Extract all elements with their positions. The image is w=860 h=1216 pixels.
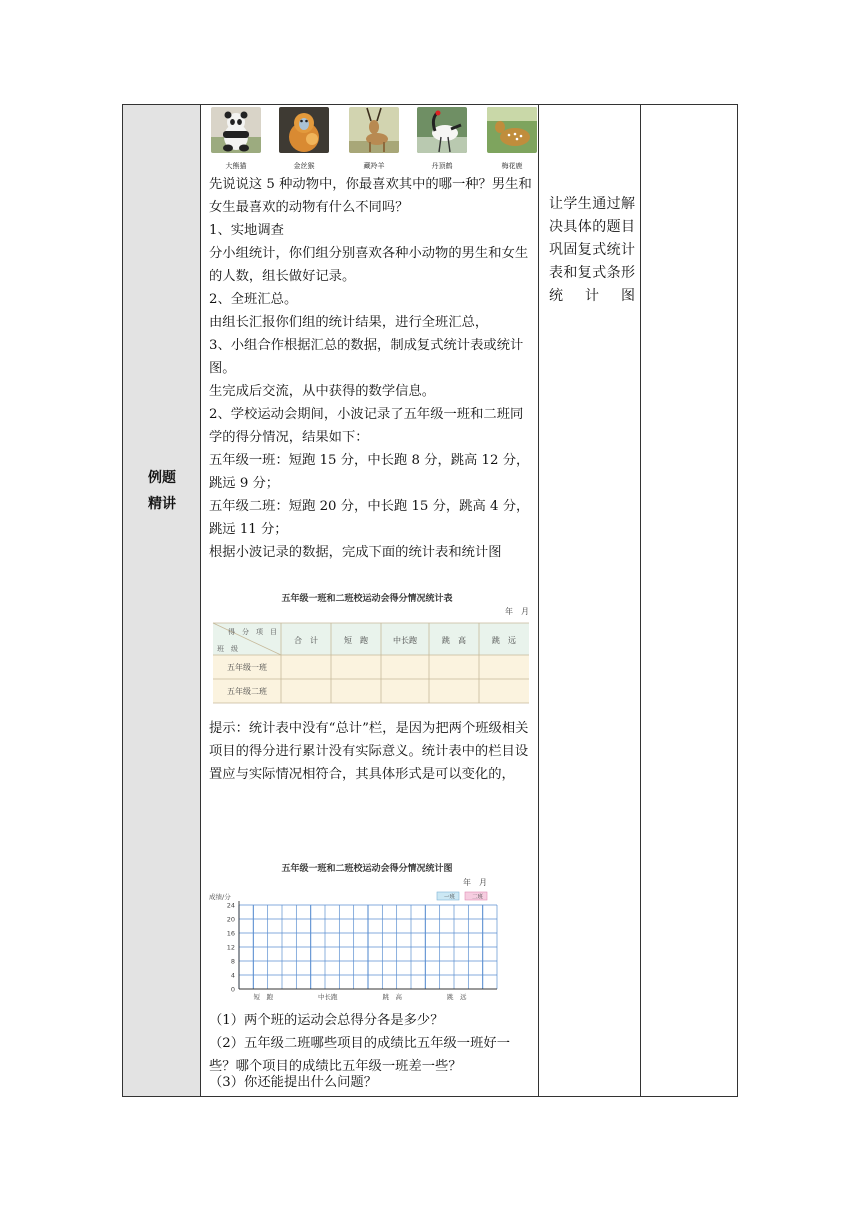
header-total: 合 计	[294, 636, 318, 645]
header-middle-distance: 中长跑	[393, 636, 417, 645]
stat-table-figure	[207, 585, 533, 705]
header-high-jump: 跳 高	[442, 636, 466, 645]
class-1-scores: 五年级一班：短跑 15 分，中长跑 8 分，跳高 12 分，跳远 9 分；	[209, 453, 530, 491]
animal-name: 金丝猴	[293, 162, 315, 170]
chart-y-ticks	[227, 902, 235, 994]
hint-text: 提示：统计表中没有“总计”栏，是因为把两个班级相关项目的得分进行累计没有实际意义。统计表中的栏目设置应与实际情况相符合，其具体形式是可以变化的，	[209, 721, 529, 782]
chart-grid	[239, 901, 497, 989]
y-tick-label: 24	[226, 901, 235, 910]
step-survey: 1、实地调查	[209, 223, 284, 238]
corner-bottom: 班 级	[217, 645, 238, 653]
class-2-scores: 五年级二班：短跑 20 分，中长跑 15 分，跳高 4 分，跳远 11 分；	[209, 499, 530, 537]
teaching-note: 让学生通过解决具体的题目巩固复式统计表和复式条形统计图	[549, 196, 635, 304]
animal-name: 梅花鹿	[501, 162, 523, 170]
deer-photo	[487, 107, 537, 153]
corner-top: 得 分 项 目	[228, 628, 277, 636]
chart-ylabel: 成绩/分	[209, 893, 231, 901]
share-info: 生完成后交流，从中获得的数学信息。	[209, 384, 436, 399]
chart-title: 五年级一班和二班校运动会得分情况统计图	[281, 864, 453, 874]
intro-question: 先说说这 5 种动物中，你最喜欢其中的哪一种？男生和女生最喜欢的动物有什么不同吗？	[209, 177, 532, 215]
summary-detail: 由组长汇报你们组的统计结果，进行全班汇总，	[209, 315, 489, 330]
legend-label-class-2: 二班	[471, 894, 483, 901]
problem-2-intro: 2、学校运动会期间，小波记录了五年级一班和二班同学的得分情况，结果如下：	[209, 407, 524, 445]
x-tick-label: 中长跑	[318, 993, 338, 1001]
stat-table-date: 年 月	[505, 607, 529, 616]
question-3: （3）你还能提出什么问题？	[209, 1075, 378, 1090]
task-instruction: 根据小波记录的数据，完成下面的统计表和统计图	[209, 545, 502, 560]
x-tick-label: 短 跑	[253, 993, 273, 1001]
y-tick-label: 4	[230, 971, 235, 980]
animal-name: 藏羚羊	[363, 162, 385, 170]
survey-detail: 分小组统计，你们组分别喜欢各种小动物的男生和女生的人数，组长做好记录。	[209, 246, 529, 284]
animal-panda	[211, 107, 261, 171]
stat-table	[207, 585, 533, 705]
stat-table-title: 五年级一班和二班校运动会得分情况统计表	[281, 594, 453, 604]
animal-deer	[487, 107, 537, 171]
animal-crane	[417, 107, 467, 171]
question-2: （2）五年级二班哪些项目的成绩比五年级一班好一些？哪个项目的成绩比五年级一班差一些？	[209, 1036, 510, 1074]
chart-date: 年 月	[463, 878, 487, 887]
step-summary: 2、全班汇总。	[209, 292, 298, 307]
x-tick-label: 跳 远	[447, 993, 467, 1001]
teaching-note-cell	[539, 105, 641, 1096]
bar-chart	[207, 855, 533, 1001]
legend-label-class-1: 一班	[443, 894, 455, 901]
y-tick-label: 20	[226, 915, 235, 924]
animal-photos	[211, 107, 537, 173]
row-class-1: 五年级一班	[227, 663, 267, 672]
y-tick-label: 0	[230, 985, 235, 994]
header-long-jump: 跳 远	[492, 636, 516, 645]
step-group-work: 3、小组合作根据汇总的数据，制成复式统计表或统计图。	[209, 338, 524, 376]
lesson-table	[122, 104, 738, 1097]
y-tick-label: 16	[226, 929, 235, 938]
y-tick-label: 12	[226, 943, 235, 952]
row-class-2: 五年级二班	[227, 687, 267, 696]
empty-cell	[641, 105, 737, 1096]
crane-photo	[417, 107, 467, 153]
antelope-photo	[349, 107, 399, 153]
question-1: （1）两个班的运动会总得分各是多少？	[209, 1013, 444, 1028]
animal-name: 大熊猫	[225, 162, 247, 170]
animal-golden-monkey	[279, 107, 329, 171]
section-label-cell	[123, 105, 201, 1096]
content-cell	[201, 105, 539, 1096]
animal-name: 丹顶鹤	[431, 162, 453, 170]
chart-x-ticks	[254, 992, 468, 1001]
section-label: 例题 精讲	[148, 470, 176, 512]
animal-antelope	[349, 107, 399, 171]
bar-chart-figure	[207, 855, 533, 1001]
golden-monkey-photo	[279, 107, 329, 153]
header-sprint: 短 跑	[344, 636, 368, 645]
x-tick-label: 跳 高	[382, 993, 402, 1001]
panda-photo	[211, 107, 261, 153]
y-tick-label: 8	[230, 957, 235, 966]
